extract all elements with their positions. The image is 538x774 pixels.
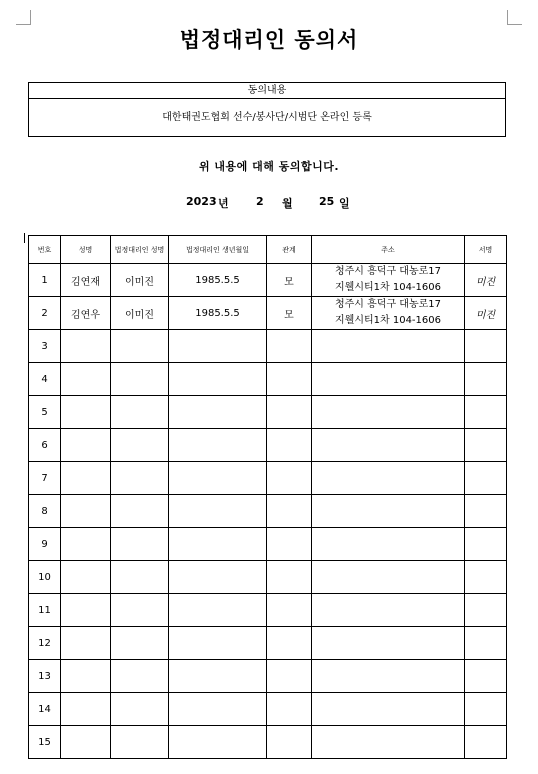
row-guardian-name: [111, 594, 169, 627]
document-title: 법정대리인 동의서: [179, 28, 359, 52]
table-row: [29, 363, 507, 396]
date-day-unit: 일: [339, 197, 350, 210]
row-address: [312, 660, 465, 693]
row-guardian-birth: 1985.5.5: [169, 297, 267, 330]
row-number: 8: [29, 495, 61, 528]
row-guardian-name: [111, 330, 169, 363]
row-relation: [267, 330, 312, 363]
table-row: [29, 495, 507, 528]
row-signature: [465, 660, 507, 693]
row-name: [61, 363, 111, 396]
row-relation: [267, 528, 312, 561]
row-address: [312, 330, 465, 363]
row-guardian-name: [111, 429, 169, 462]
row-guardian-birth: [169, 363, 267, 396]
table-row: [29, 297, 507, 330]
header-address: 주소: [312, 236, 465, 264]
row-name: 김연우: [61, 297, 111, 330]
row-signature: 미진: [465, 264, 507, 297]
row-guardian-name: [111, 693, 169, 726]
row-name: [61, 330, 111, 363]
row-number: 12: [29, 627, 61, 660]
row-relation: [267, 363, 312, 396]
row-name: [61, 660, 111, 693]
row-signature: [465, 396, 507, 429]
address-line-2: 지웰시티1차 104-1606: [335, 282, 441, 293]
row-number: 4: [29, 363, 61, 396]
row-number: 7: [29, 462, 61, 495]
header-guardian-birth: 법정대리인 생년월일: [169, 236, 267, 264]
table-row: [29, 561, 507, 594]
table-row: [29, 594, 507, 627]
row-number: 14: [29, 693, 61, 726]
row-relation: [267, 561, 312, 594]
row-guardian-name: [111, 561, 169, 594]
row-name: [61, 429, 111, 462]
row-relation: [267, 693, 312, 726]
row-guardian-birth: [169, 561, 267, 594]
address-line-1: 청주시 흥덕구 대농로17: [334, 266, 442, 277]
row-name: [61, 528, 111, 561]
row-signature: [465, 594, 507, 627]
table-row: [29, 660, 507, 693]
row-address: [312, 363, 465, 396]
date-month: 2: [256, 195, 264, 208]
row-number: 9: [29, 528, 61, 561]
row-guardian-birth: 1985.5.5: [169, 264, 267, 297]
row-signature: [465, 363, 507, 396]
row-guardian-name: 이미진: [111, 264, 169, 297]
row-guardian-birth: [169, 330, 267, 363]
consent-box: [28, 82, 506, 137]
row-number: 5: [29, 396, 61, 429]
row-guardian-name: [111, 627, 169, 660]
row-guardian-birth: [169, 627, 267, 660]
table-header-row: [29, 236, 507, 264]
row-relation: [267, 495, 312, 528]
row-address: [312, 726, 465, 759]
row-relation: [267, 462, 312, 495]
table-row: [29, 693, 507, 726]
table-row: [29, 264, 507, 297]
row-relation: [267, 726, 312, 759]
row-guardian-birth: [169, 660, 267, 693]
row-guardian-birth: [169, 528, 267, 561]
row-guardian-birth: [169, 495, 267, 528]
row-relation: 모: [267, 264, 312, 297]
page-corner-mark-left: [16, 10, 31, 25]
row-signature: [465, 627, 507, 660]
row-name: 김연재: [61, 264, 111, 297]
row-relation: [267, 660, 312, 693]
row-number: 13: [29, 660, 61, 693]
row-guardian-name: [111, 660, 169, 693]
row-number: 11: [29, 594, 61, 627]
row-address: [312, 297, 465, 330]
row-guardian-birth: [169, 429, 267, 462]
table-row: [29, 429, 507, 462]
header-name: 성명: [61, 236, 111, 264]
text-cursor: [24, 233, 25, 243]
consent-content: 대한태권도협회 선수/봉사단/시범단 온라인 등록: [162, 112, 372, 123]
table-row: [29, 330, 507, 363]
row-name: [61, 495, 111, 528]
page-corner-mark-right: [507, 10, 522, 25]
row-address: [312, 396, 465, 429]
row-address: [312, 528, 465, 561]
row-signature: [465, 330, 507, 363]
date-year: 2023: [186, 195, 217, 208]
row-guardian-birth: [169, 693, 267, 726]
row-guardian-name: [111, 528, 169, 561]
row-number: 15: [29, 726, 61, 759]
row-signature: [465, 561, 507, 594]
row-relation: [267, 396, 312, 429]
row-name: [61, 693, 111, 726]
address-line-1: 청주시 흥덕구 대농로17: [334, 299, 442, 310]
table-row: [29, 528, 507, 561]
row-number: 1: [29, 264, 61, 297]
row-signature: [465, 495, 507, 528]
row-name: [61, 594, 111, 627]
guardian-table: [28, 235, 507, 759]
date-year-unit: 년: [218, 197, 229, 210]
row-name: [61, 726, 111, 759]
row-guardian-birth: [169, 726, 267, 759]
header-number: 번호: [29, 236, 61, 264]
row-signature: 미진: [465, 297, 507, 330]
row-guardian-birth: [169, 462, 267, 495]
header-signature: 서명: [465, 236, 507, 264]
row-guardian-name: [111, 363, 169, 396]
row-number: 3: [29, 330, 61, 363]
row-guardian-name: 이미진: [111, 297, 169, 330]
row-signature: [465, 693, 507, 726]
header-guardian-name: 법정대리인 성명: [111, 236, 169, 264]
date-month-unit: 월: [282, 197, 293, 210]
header-relation: 관계: [267, 236, 312, 264]
row-signature: [465, 429, 507, 462]
address-line-2: 지웰시티1차 104-1606: [335, 315, 441, 326]
row-address: [312, 561, 465, 594]
row-signature: [465, 462, 507, 495]
row-number: 10: [29, 561, 61, 594]
row-name: [61, 396, 111, 429]
row-address: [312, 462, 465, 495]
row-guardian-name: [111, 495, 169, 528]
row-address: [312, 627, 465, 660]
row-guardian-birth: [169, 594, 267, 627]
table-row: [29, 462, 507, 495]
row-signature: [465, 528, 507, 561]
row-number: 6: [29, 429, 61, 462]
row-name: [61, 627, 111, 660]
row-relation: [267, 429, 312, 462]
row-address: [312, 693, 465, 726]
row-guardian-name: [111, 726, 169, 759]
row-address: [312, 495, 465, 528]
agreement-statement: 위 내용에 대해 동의합니다.: [198, 160, 340, 173]
row-address: [312, 264, 465, 297]
row-address: [312, 429, 465, 462]
row-relation: [267, 594, 312, 627]
row-number: 2: [29, 297, 61, 330]
row-relation: 모: [267, 297, 312, 330]
consent-header: 동의내용: [29, 83, 505, 99]
table-row: [29, 627, 507, 660]
row-relation: [267, 627, 312, 660]
row-signature: [465, 726, 507, 759]
row-address: [312, 594, 465, 627]
table-row: [29, 396, 507, 429]
row-name: [61, 462, 111, 495]
row-guardian-name: [111, 462, 169, 495]
row-guardian-birth: [169, 396, 267, 429]
date-day: 25: [319, 195, 335, 208]
row-name: [61, 561, 111, 594]
row-guardian-name: [111, 396, 169, 429]
table-row: [29, 726, 507, 759]
